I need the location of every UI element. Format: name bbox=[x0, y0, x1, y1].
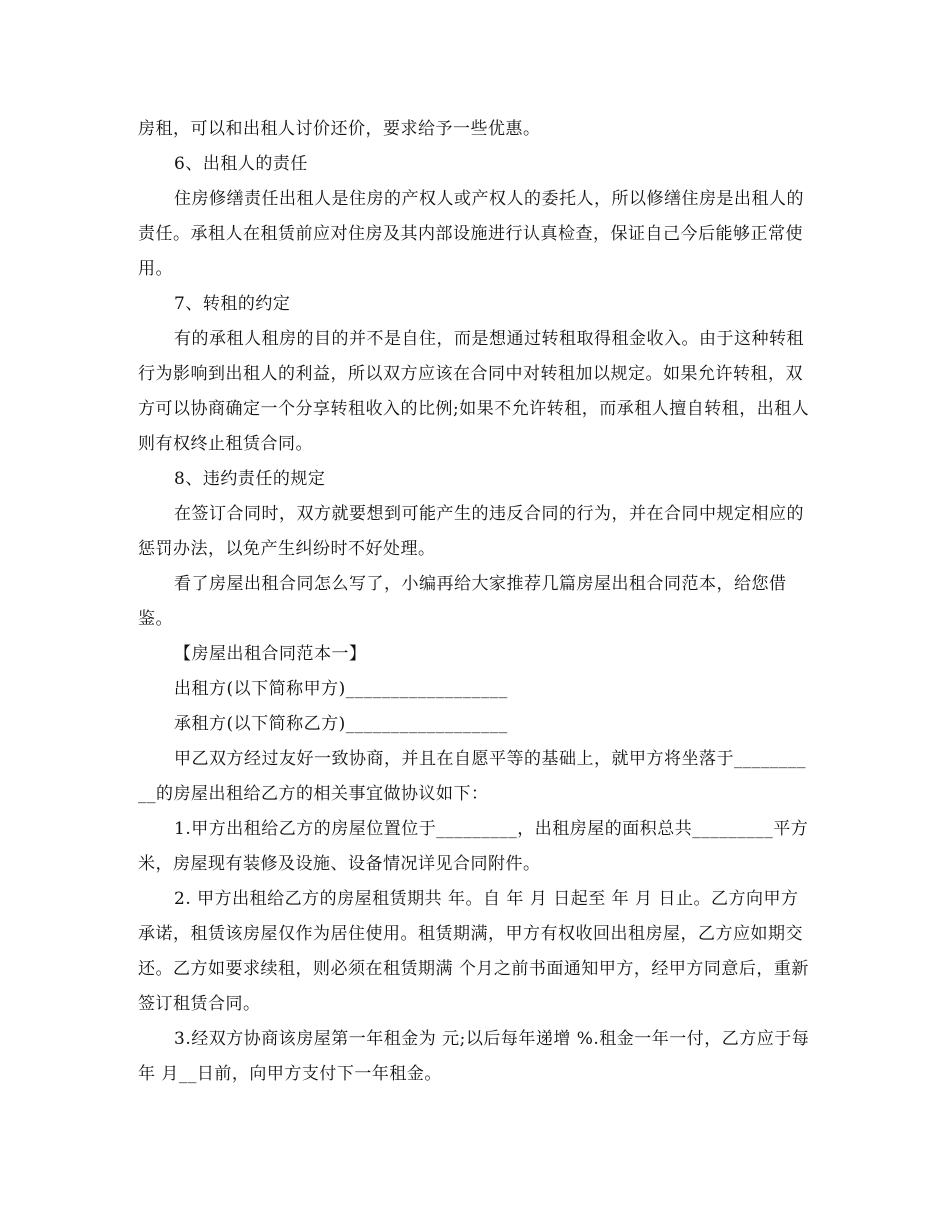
contract-title: 【房屋出租合同范本一】 bbox=[174, 644, 367, 664]
lessee-line: 承租方(以下简称乙方)__________________ bbox=[174, 714, 508, 734]
paragraph: 有的承租人租房的目的并不是自住，而是想通过转租取得租金收入。由于这种转租行为影响到出租人的利益，所以双方应该在合同中对转租加以规定。如果允许转租，双方可以协商确定一个分享转租收入的比例;如果不允许转租，而承租人擅自转租，出租人则有权终止租赁合同。 bbox=[138, 329, 810, 454]
lessor-line: 出租方(以下简称甲方)__________________ bbox=[174, 679, 508, 699]
paragraph: 甲乙双方经过友好一致协商，并且在自愿平等的基础上，就甲方将坐落于__________的房屋出租给乙方的相关事宜做协议如下： bbox=[138, 749, 806, 804]
clause-3: 3.经双方协商该房屋第一年租金为 元;以后每年递增 %.租金一年一付，乙方应于每年 月__日前，向甲方支付下一年租金。 bbox=[138, 1029, 810, 1084]
paragraph: 在签订合同时，双方就要想到可能产生的违反合同的行为，并在合同中规定相应的惩罚办法，以免产生纠纷时不好处理。 bbox=[138, 504, 804, 559]
paragraph: 看了房屋出租合同怎么写了，小编再给大家推荐几篇房屋出租合同范本，给您借鉴。 bbox=[138, 574, 787, 629]
paragraph: 住房修缮责任出租人是住房的产权人或产权人的委托人，所以修缮住房是出租人的责任。承租人在租赁前应对住房及其内部设施进行认真检查，保证自己今后能够正常使用。 bbox=[138, 189, 804, 279]
section-heading: 6、出租人的责任 bbox=[174, 154, 308, 174]
section-heading: 8、违约责任的规定 bbox=[174, 469, 326, 489]
document-body bbox=[138, 112, 814, 1092]
clause-2: 2. 甲方出租给乙方的房屋租赁期共 年。自 年 月 日起至 年 月 日止。乙方向甲方承诺，租赁该房屋仅作为居住使用。租赁期满，甲方有权收回出租房屋，乙方应如期交还。乙方如要求续租，则必须在租赁期满 个月之前书面通知甲方，经甲方同意后，重新签订租赁合同。 bbox=[138, 889, 809, 1014]
section-heading: 7、转租的约定 bbox=[174, 294, 291, 314]
clause-1: 1.甲方出租给乙方的房屋位置位于_________，出租房屋的面积总共_________平方米，房屋现有装修及设施、设备情况详见合同附件。 bbox=[138, 819, 809, 874]
paragraph: 房租，可以和出租人讨价还价，要求给予一些优惠。 bbox=[138, 119, 541, 139]
